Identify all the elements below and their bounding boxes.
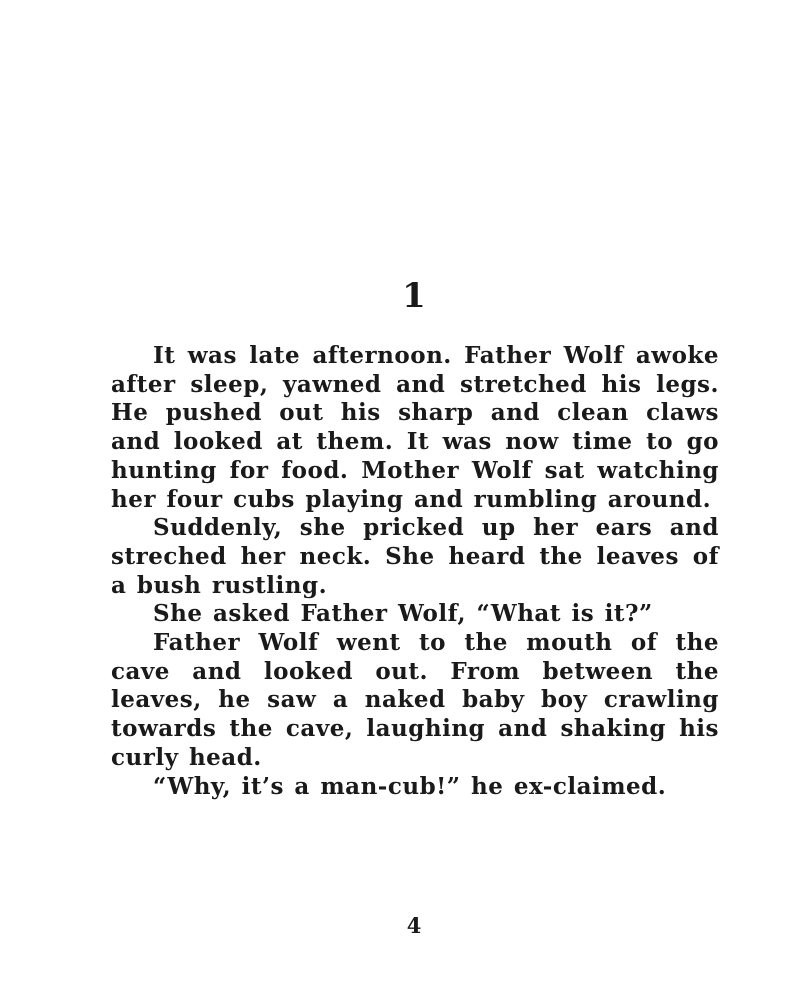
paragraph: Father Wolf went to the mouth of the cave and looked out. From between the leaves, he saw a naked baby boy crawling towards the cave, laughing and shaking his curly head. <box>111 629 719 771</box>
paragraph: She asked Father Wolf, “What is it?” <box>153 600 653 628</box>
paragraph: Suddenly, she pricked up her ears and streched her neck. She heard the leaves of a bush rustling. <box>111 514 719 599</box>
chapter-body <box>111 342 719 801</box>
chapter-number: 1 <box>402 276 426 316</box>
paragraph: It was late afternoon. Father Wolf awoke after sleep, yawned and stretched his legs. He pushed out his sharp and clean claws and looked at them. It was now time to go hunting for food. Mother Wolf sat watching her four cubs playing and rumbling around. <box>111 342 719 513</box>
page-number: 4 <box>406 913 422 938</box>
paragraph: “Why, it’s a man-cub!” he ex-claimed. <box>153 772 667 800</box>
